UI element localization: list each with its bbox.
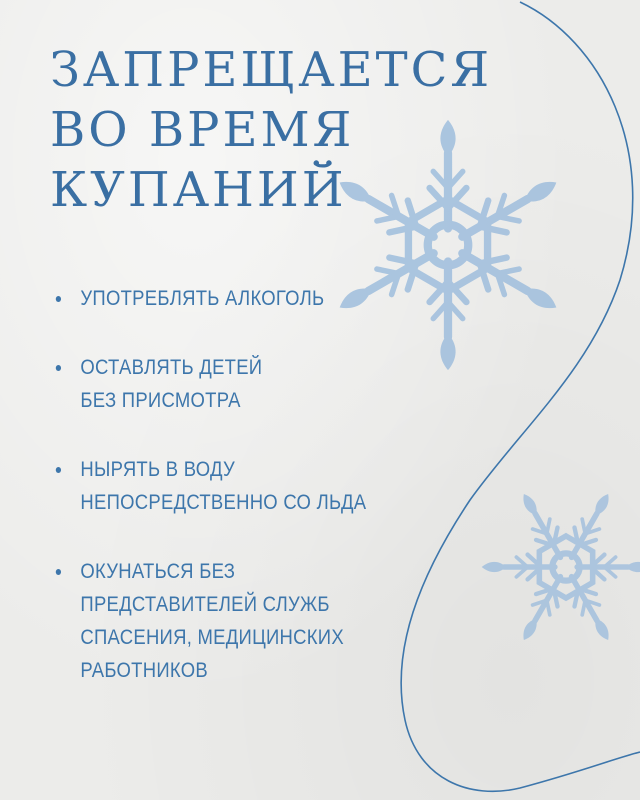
list-item-line: ОКУНАТЬСЯ БЕЗ xyxy=(80,560,236,583)
title-line: ЗАПРЕЩАЕТСЯ xyxy=(50,42,493,98)
bullet-icon xyxy=(56,365,61,371)
prohibition-list xyxy=(54,282,414,723)
list-item-line: УПОТРЕБЛЯТЬ АЛКОГОЛЬ xyxy=(80,287,325,310)
list-item-line: ПРЕДСТАВИТЕЛЕЙ СЛУЖБ xyxy=(80,593,330,616)
list-item xyxy=(54,555,371,687)
title-line: КУПАНИЙ xyxy=(50,162,347,218)
bullet-icon xyxy=(56,569,61,575)
list-item xyxy=(54,282,371,315)
list-item-line: НЫРЯТЬ В ВОДУ xyxy=(80,458,235,481)
list-item xyxy=(54,453,371,519)
bullet-icon xyxy=(56,467,61,473)
list-item-line: РАБОТНИКОВ xyxy=(80,659,208,682)
title-line: ВО ВРЕМЯ xyxy=(50,102,355,158)
list-item-line: СПАСЕНИЯ, МЕДИЦИНСКИХ xyxy=(80,626,344,649)
page-title xyxy=(50,40,492,220)
list-item xyxy=(54,351,371,417)
bullet-icon xyxy=(56,296,61,302)
snowflake-small-icon xyxy=(482,488,640,646)
list-item-line: ОСТАВЛЯТЬ ДЕТЕЙ xyxy=(80,356,263,379)
list-item-line: БЕЗ ПРИСМОТРА xyxy=(80,389,241,412)
list-item-line: НЕПОСРЕДСТВЕННО СО ЛЬДА xyxy=(80,491,367,514)
